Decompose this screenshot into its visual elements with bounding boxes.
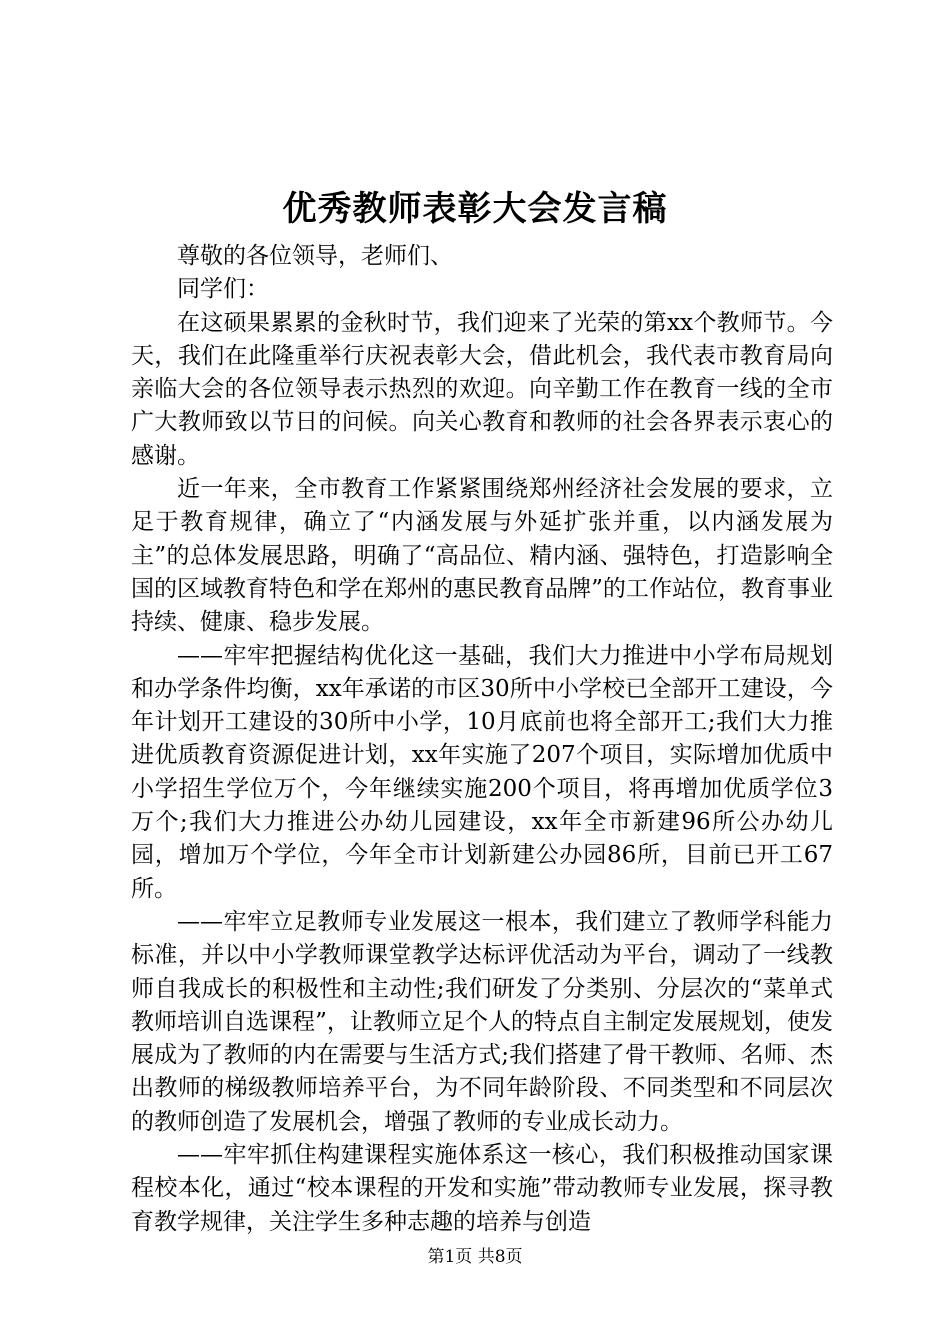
salutation-line-2: 同学们：	[177, 276, 269, 303]
paragraph-teachers: ——牢牢立足教师专业发展这一根本，我们建立了教师学科能力标准，并以中小学教师课堂教学达标评优活动为平台，调动了一线教师自我成长的积极性和主动性;我们研发了分类别、分层次的“菜单式教师培训自选课程”，让教师立足个人的特点自主制定发展规划，使发展成为了教师的内在需要与生活方式;我们搭建了骨干教师、名师、杰出教师的梯级教师培养平台，为不同年龄阶段、不同类型和不同层次的教师创造了发展机会，增强了教师的专业成长动力。	[131, 908, 833, 1135]
paragraph-structure: ——牢牢把握结构优化这一基础，我们大力推进中小学布局规划和办学条件均衡，xx年承诺的市区30所中小学校已全部开工建设，今年计划开工建设的30所中小学，10月底前也将全部开工;我们大力推进优质教育资源促进计划，xx年实施了207个项目，实际增加优质中小学招生学位万个，今年继续实施200个项目，将再增加优质学位3万个;我们大力推进公办幼儿园建设，xx年全市新建96所公办幼儿园，增加万个学位，今年全市计划新建公办园86所，目前已开工67所。	[131, 642, 833, 902]
paragraph-opening: 在这硕果累累的金秋时节，我们迎来了光荣的第xx个教师节。今天，我们在此隆重举行庆祝表彰大会，借此机会，我代表市教育局向亲临大会的各位领导表示热烈的欢迎。向辛勤工作在教育一线的全市广大教师致以节日的问候。向关心教育和教师的社会各界表示衷心的感谢。	[131, 309, 833, 469]
salutation-line-1: 尊敬的各位领导，老师们、	[177, 243, 453, 269]
document-body	[131, 240, 833, 1239]
paragraph-overview: 近一年来，全市教育工作紧紧围绕郑州经济社会发展的要求，立足于教育规律，确立了“内涵发展与外延扩张并重，以内涵发展为主”的总体发展思路，明确了“高品位、精内涵、强特色，打造影响全国的区域教育特色和学在郑州的惠民教育品牌”的工作站位，教育事业持续、健康、稳步发展。	[131, 476, 833, 636]
page-number-footer: 第1页 共8页	[427, 1247, 523, 1267]
document-title: 优秀教师表彰大会发言稿	[282, 189, 668, 229]
paragraph-curriculum: ——牢牢抓住构建课程实施体系这一核心，我们积极推动国家课程校本化，通过“校本课程的开发和实施”带动教师专业发展，探寻教育教学规律，关注学生多种志趣的培养与创造	[131, 1142, 833, 1235]
